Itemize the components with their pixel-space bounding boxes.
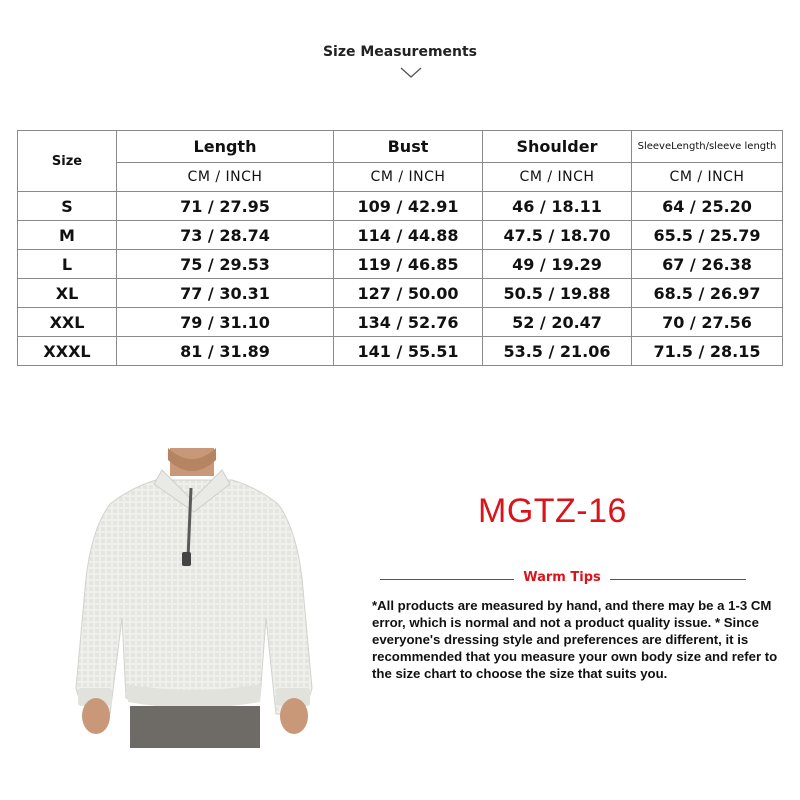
table-cell: 67 / 26.38	[632, 250, 783, 279]
table-cell: 77 / 30.31	[117, 279, 334, 308]
table-cell: 64 / 25.20	[632, 192, 783, 221]
table-row	[18, 192, 783, 221]
table-cell: 141 / 55.51	[334, 337, 483, 366]
table-cell: 79 / 31.10	[117, 308, 334, 337]
warm-tips-paragraph: *All products are measured by hand, and there may be a 1-3 CM error, which is normal and not a product quality issue. * Since everyone's dressing style and preferences are different, it is recommended that you measure your own body size and refer to the size chart to choose the size that suits you.	[372, 598, 778, 681]
size-label: M	[18, 221, 117, 250]
table-cell: 73 / 28.74	[117, 221, 334, 250]
unit-label: CM / INCH	[483, 163, 632, 192]
table-cell: 127 / 50.00	[334, 279, 483, 308]
table-cell: 53.5 / 21.06	[483, 337, 632, 366]
table-cell: 119 / 46.85	[334, 250, 483, 279]
table-cell: 109 / 42.91	[334, 192, 483, 221]
table-row	[18, 308, 783, 337]
table-cell: 70 / 27.56	[632, 308, 783, 337]
column-header-shoulder: Shoulder	[483, 131, 632, 163]
table-cell: 50.5 / 19.88	[483, 279, 632, 308]
table-cell: 49 / 19.29	[483, 250, 632, 279]
table-cell: 46 / 18.11	[483, 192, 632, 221]
column-header-bust: Bust	[334, 131, 483, 163]
chevron-down-icon	[400, 66, 422, 80]
size-column-header: Size	[18, 131, 117, 192]
table-cell: 75 / 29.53	[117, 250, 334, 279]
page-title: Size Measurements	[322, 44, 478, 60]
size-label: XXXL	[18, 337, 117, 366]
table-row	[18, 279, 783, 308]
size-label: XL	[18, 279, 117, 308]
product-image	[70, 448, 320, 748]
column-header-sleeve-length: SleeveLength/sleeve length	[632, 131, 783, 163]
table-row	[18, 221, 783, 250]
table-cell: 68.5 / 26.97	[632, 279, 783, 308]
table-row	[18, 250, 783, 279]
table-cell: 71 / 27.95	[117, 192, 334, 221]
divider	[610, 579, 746, 580]
unit-label: CM / INCH	[334, 163, 483, 192]
table-cell: 114 / 44.88	[334, 221, 483, 250]
size-label: XXL	[18, 308, 117, 337]
divider	[380, 579, 514, 580]
warm-tips-title: Warm Tips	[523, 570, 601, 585]
unit-label: CM / INCH	[117, 163, 334, 192]
size-chart-table	[17, 130, 783, 366]
table-row	[18, 337, 783, 366]
table-cell: 52 / 20.47	[483, 308, 632, 337]
warm-tips-text	[372, 597, 790, 682]
table-cell: 81 / 31.89	[117, 337, 334, 366]
table-cell: 65.5 / 25.79	[632, 221, 783, 250]
model-code: MGTZ-16	[478, 492, 627, 530]
size-label: S	[18, 192, 117, 221]
size-label: L	[18, 250, 117, 279]
unit-label: CM / INCH	[632, 163, 783, 192]
column-header-length: Length	[117, 131, 334, 163]
table-cell: 134 / 52.76	[334, 308, 483, 337]
table-cell: 71.5 / 28.15	[632, 337, 783, 366]
table-cell: 47.5 / 18.70	[483, 221, 632, 250]
